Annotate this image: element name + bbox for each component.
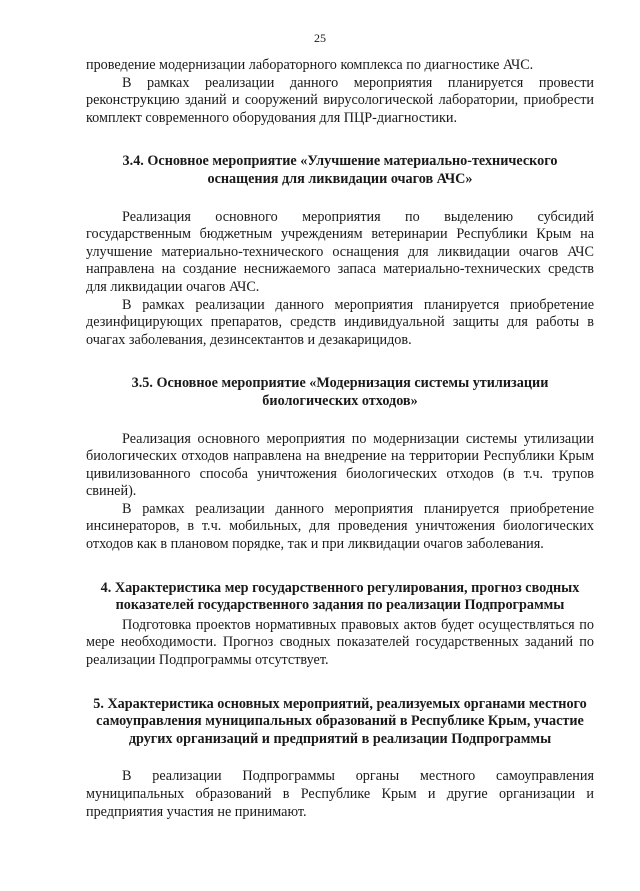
- page-number: 25: [314, 31, 326, 45]
- paragraph: В рамках реализации данного мероприятия планируется провести реконструкцию зданий и сооружений вирусологической лаборатории, приобрести комплект современного оборудования для ПЦР-диагностики.: [86, 74, 594, 126]
- section-heading-3-5: 3.5. Основное мероприятие «Модернизация системы утилизации биологических отходов»: [131, 375, 549, 409]
- paragraph: проведение модернизации лабораторного комплекса по диагностике АЧС.: [86, 57, 534, 73]
- section-heading-3-4: 3.4. Основное мероприятие «Улучшение материально-технического оснащения для ликвидации очагов АЧС»: [122, 153, 558, 187]
- paragraph: В реализации Подпрограммы органы местного самоуправления муниципальных образований в Республике Крым и другие организации и предприятия участия не принимают.: [86, 768, 594, 820]
- paragraph: Реализация основного мероприятия по модернизации системы утилизации биологических отходов направлена на внедрение на территории Республики Крым цивилизованного способа уничтожения биологических отходов (в т.ч. трупов свиней).: [86, 430, 594, 500]
- page-content: [86, 57, 594, 821]
- paragraph: В рамках реализации данного мероприятия планируется приобретение инсинераторов, в т.ч. мобильных, для проведения уничтожения биологических отходов как в плановом порядке, так и при ликвидации очагов заболевания.: [86, 500, 594, 553]
- paragraph: Подготовка проектов нормативных правовых актов будет осуществляться по мере необходимости. Прогноз сводных показателей государственных заданий по реализации Подпрограммы отсутствует.: [86, 616, 594, 669]
- paragraph: Реализация основного мероприятия по выделению субсидий государственным бюджетным учреждениям ветеринарии Республики Крым на улучшение материально-технического оснащения для ликвидации очагов АЧС направлена на создание неснижаемого запаса материально-технических средств для ликвидации очагов АЧС.: [86, 208, 594, 295]
- section-heading-4: 4. Характеристика мер государственного регулирования, прогноз сводных показателей государственного задания по реализации Подпрограммы: [100, 579, 580, 614]
- paragraph: В рамках реализации данного мероприятия планируется приобретение дезинфицирующих препаратов, средств индивидуальной защиты для работы в очагах заболевания, дезинсектантов и дезакарицидов.: [86, 296, 594, 348]
- section-heading-5: 5. Характеристика основных мероприятий, реализуемых органами местного самоуправления муниципальных образований в Республике Крым, участие других организаций и предприятий в реализации Подпрограммы: [93, 695, 587, 747]
